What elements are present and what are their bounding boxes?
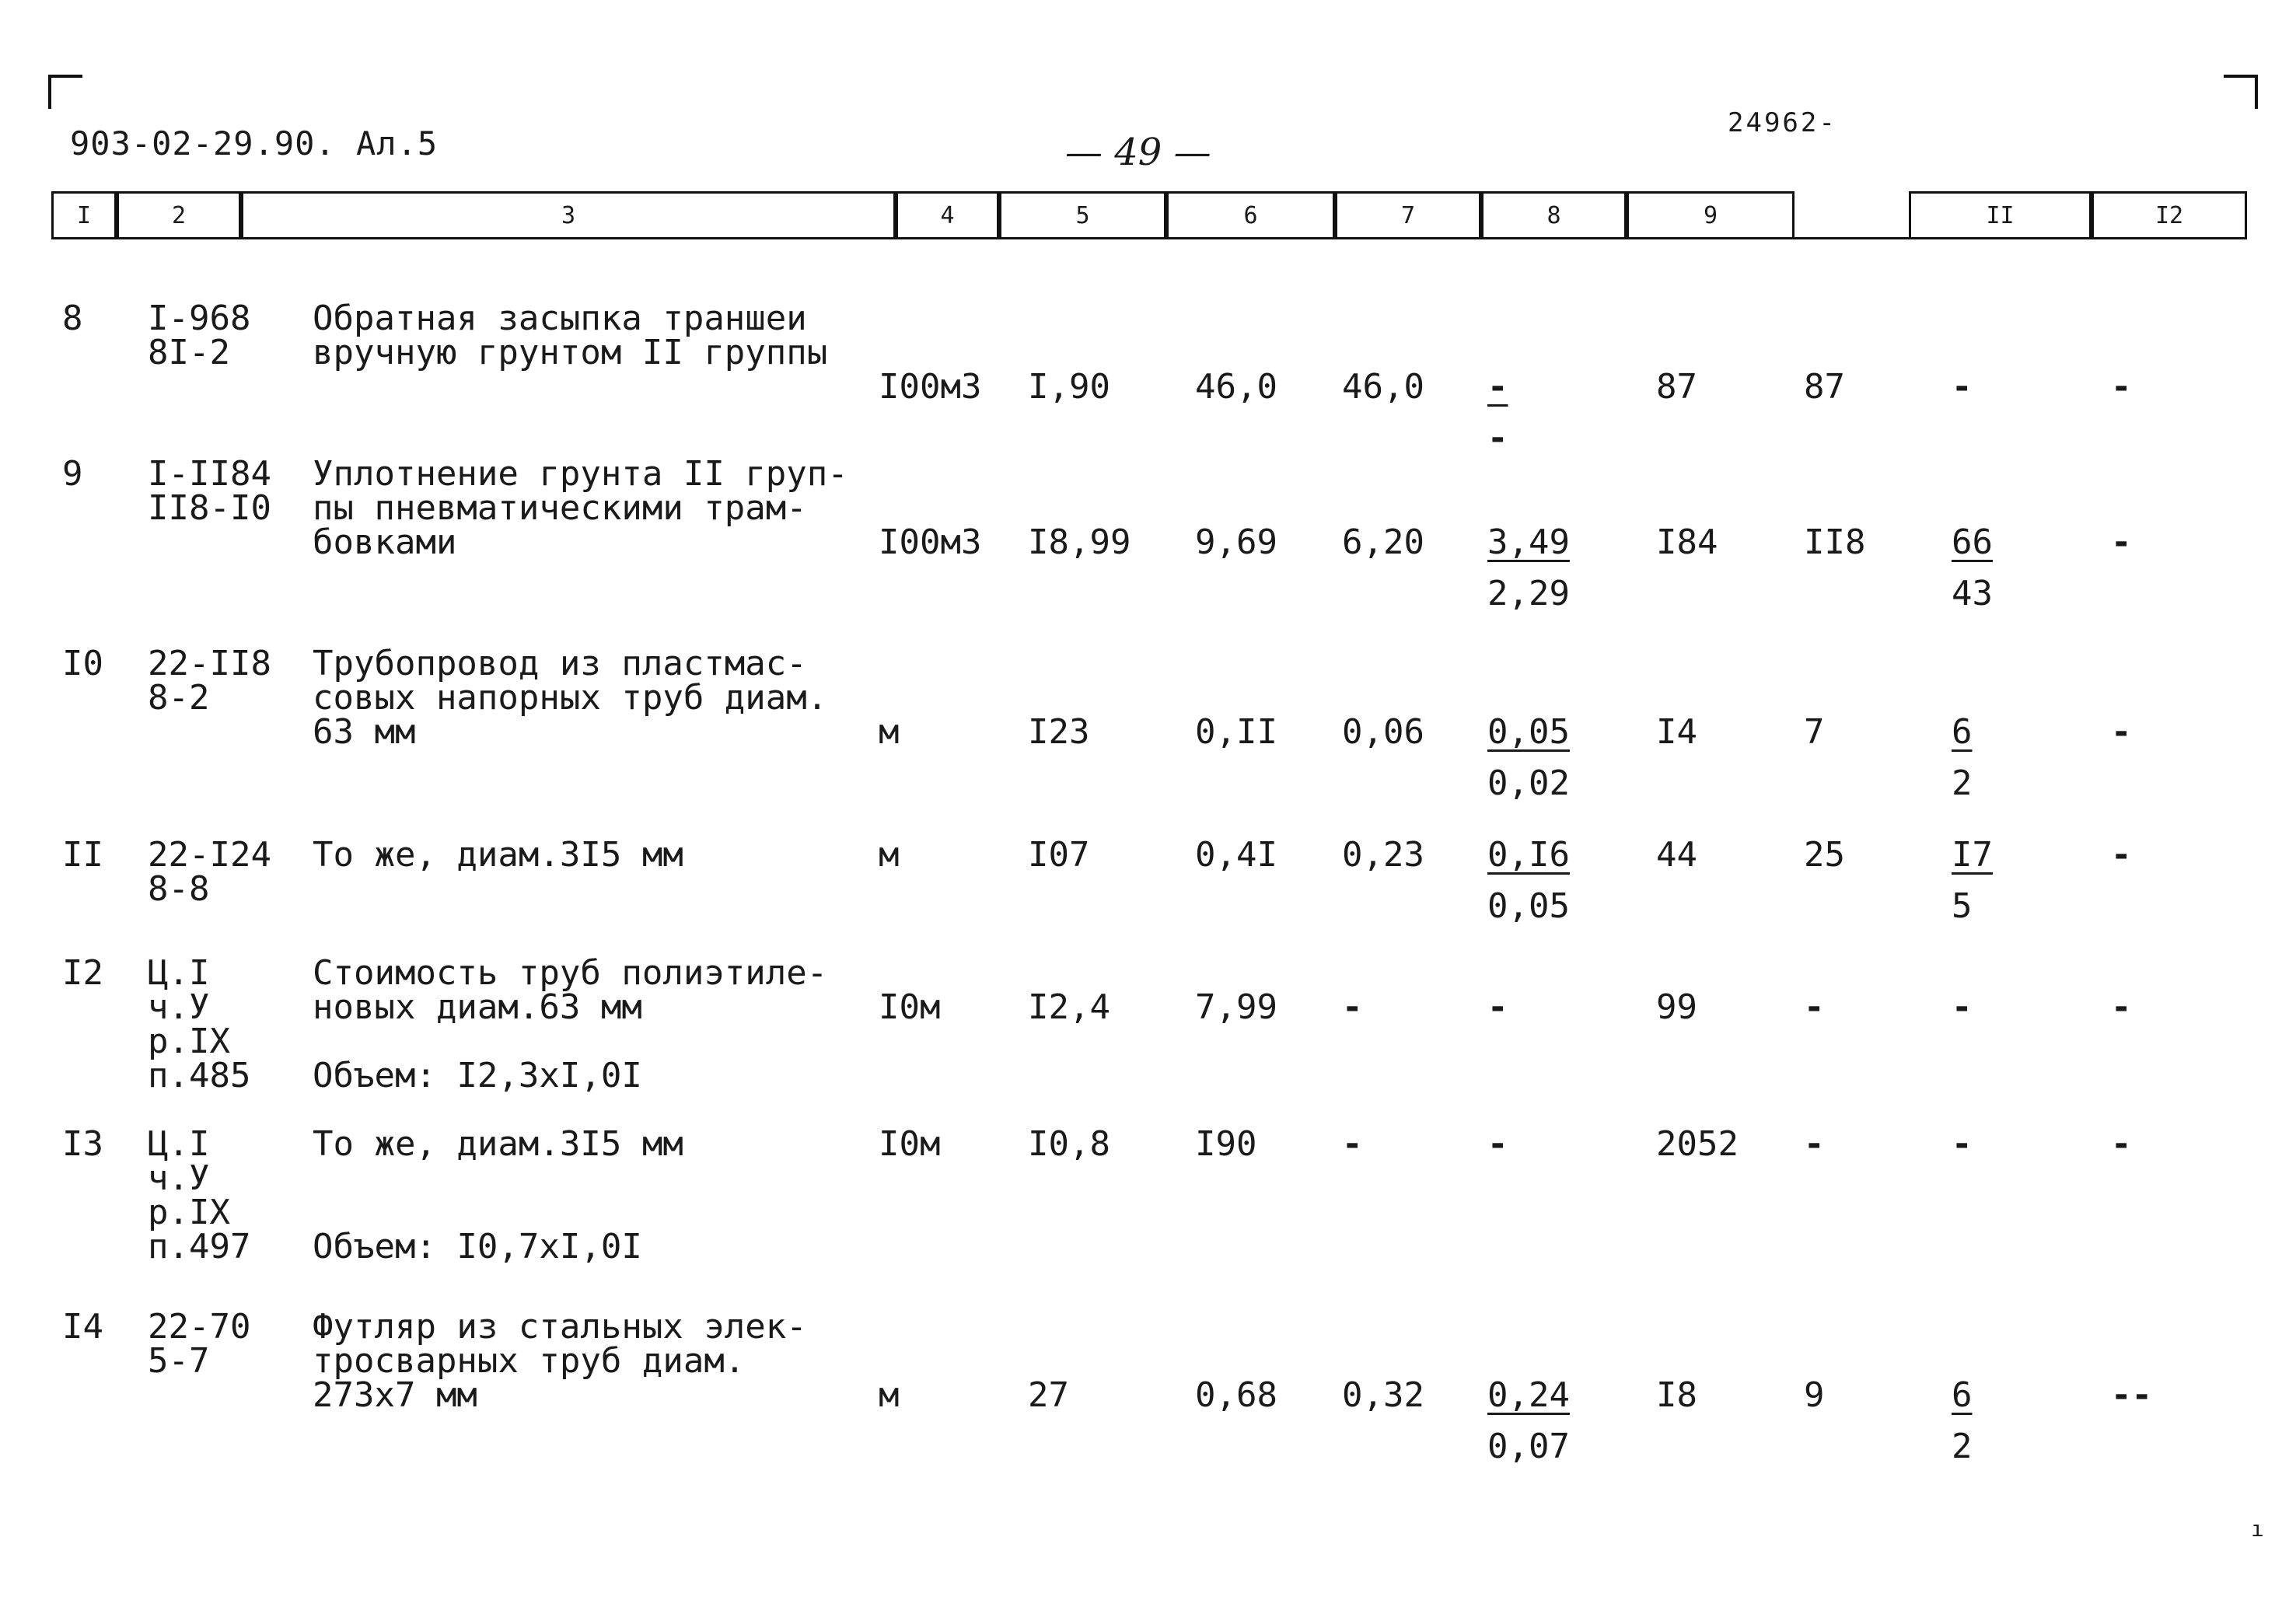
quantity: I0,8 bbox=[1028, 1124, 1110, 1164]
quantity: 27 bbox=[1028, 1375, 1069, 1415]
column-header-8: 8 bbox=[1481, 191, 1627, 239]
unit-cost-total: 0,II bbox=[1195, 712, 1277, 752]
norm-code: I-II84 bbox=[148, 454, 271, 494]
total-machine-bottom: 5 bbox=[1952, 886, 1973, 926]
row-number: 8 bbox=[62, 299, 83, 338]
column-12-value: - bbox=[2111, 712, 2132, 752]
work-description: 63 мм bbox=[313, 712, 416, 752]
column-header-3: 3 bbox=[241, 191, 896, 239]
total-cost: 44 bbox=[1656, 835, 1697, 875]
work-description: новых диам.63 мм bbox=[313, 987, 642, 1027]
norm-code: 22-70 bbox=[148, 1307, 251, 1347]
machine-cost-top: - bbox=[1487, 987, 1508, 1027]
machine-cost-bottom: 0,02 bbox=[1487, 763, 1570, 803]
column-header-7: 7 bbox=[1335, 191, 1481, 239]
edge-mark: ı bbox=[2251, 1516, 2264, 1542]
unit: I00м3 bbox=[879, 522, 982, 562]
total-machine-bottom: 2 bbox=[1952, 763, 1973, 803]
machine-cost-top: 0,05 bbox=[1487, 712, 1570, 752]
work-description: То же, диам.3I5 мм bbox=[313, 835, 683, 875]
work-description: Трубопровод из пластмас- bbox=[313, 644, 807, 683]
column-header-11: II bbox=[1909, 191, 2092, 239]
work-description: Обратная засыпка траншеи bbox=[313, 299, 807, 338]
total-machine-top: - bbox=[1952, 1124, 1973, 1164]
column-12-value: - bbox=[2111, 367, 2132, 407]
column-12-value: - bbox=[2111, 1124, 2132, 1164]
norm-code: ч.У bbox=[148, 987, 210, 1027]
work-description: Футляр из стальных элек- bbox=[313, 1307, 807, 1347]
unit-cost-total: I90 bbox=[1195, 1124, 1257, 1164]
quantity: I8,99 bbox=[1028, 522, 1131, 562]
work-description: тросварных труб диам. bbox=[313, 1341, 746, 1381]
unit: м bbox=[879, 712, 900, 752]
total-cost: I4 bbox=[1656, 712, 1697, 752]
column-header-10 bbox=[1795, 191, 1909, 239]
work-description: бовками bbox=[313, 522, 457, 562]
column-12-value: - bbox=[2111, 987, 2132, 1027]
machine-cost-top: - bbox=[1487, 1124, 1508, 1164]
volume-formula: Объем: I2,3xI,0I bbox=[313, 1056, 642, 1095]
norm-code: 22-I24 bbox=[148, 835, 271, 875]
machine-cost-bottom: - bbox=[1487, 418, 1508, 458]
unit: I0м bbox=[879, 1124, 941, 1164]
unit-cost-total: 0,68 bbox=[1195, 1375, 1277, 1415]
row-number: I4 bbox=[62, 1307, 103, 1347]
row-number: II bbox=[62, 835, 103, 875]
work-description: Стоимость труб полиэтиле- bbox=[313, 953, 828, 993]
total-cost: 2052 bbox=[1656, 1124, 1739, 1164]
norm-code: II8-I0 bbox=[148, 488, 271, 528]
unit-cost-wages: 0,23 bbox=[1342, 835, 1424, 875]
total-machine-top: - bbox=[1952, 367, 1973, 407]
column-header-5: 5 bbox=[999, 191, 1166, 239]
machine-cost-bottom: 0,07 bbox=[1487, 1427, 1570, 1466]
quantity: I2,4 bbox=[1028, 987, 1110, 1027]
row-number: I0 bbox=[62, 644, 103, 683]
total-wages: 7 bbox=[1804, 712, 1825, 752]
total-machine-top: - bbox=[1952, 987, 1973, 1027]
column-12-value: -- bbox=[2111, 1375, 2152, 1415]
norm-code: п.497 bbox=[148, 1227, 251, 1266]
norm-code: 8-8 bbox=[148, 869, 210, 909]
unit-cost-wages: 46,0 bbox=[1342, 367, 1424, 407]
unit: I0м bbox=[879, 987, 941, 1027]
work-description: совых напорных труб диам. bbox=[313, 678, 828, 718]
unit-cost-total: 7,99 bbox=[1195, 987, 1277, 1027]
work-description: вручную грунтом II группы bbox=[313, 333, 828, 372]
work-description: 273х7 мм bbox=[313, 1375, 477, 1415]
total-wages: II8 bbox=[1804, 522, 1866, 562]
total-machine-bottom: 43 bbox=[1952, 574, 1993, 613]
total-wages: 87 bbox=[1804, 367, 1845, 407]
norm-code: Ц.I bbox=[148, 1124, 210, 1164]
work-description: То же, диам.3I5 мм bbox=[313, 1124, 683, 1164]
machine-cost-top: - bbox=[1487, 367, 1508, 407]
norm-code: р.IX bbox=[148, 1193, 230, 1232]
machine-cost-top: 0,24 bbox=[1487, 1375, 1570, 1415]
total-machine-top: 6 bbox=[1952, 712, 1973, 752]
norm-code: 8-2 bbox=[148, 678, 210, 718]
unit-cost-wages: 0,32 bbox=[1342, 1375, 1424, 1415]
total-machine-bottom: 2 bbox=[1952, 1427, 1973, 1466]
total-cost: I84 bbox=[1656, 522, 1718, 562]
column-12-value: - bbox=[2111, 835, 2132, 875]
machine-cost-bottom: 0,05 bbox=[1487, 886, 1570, 926]
total-machine-top: 6 bbox=[1952, 1375, 1973, 1415]
volume-formula: Объем: I0,7xI,0I bbox=[313, 1227, 642, 1266]
unit-cost-wages: 6,20 bbox=[1342, 522, 1424, 562]
norm-code: р.IX bbox=[148, 1022, 230, 1061]
total-cost: 87 bbox=[1656, 367, 1697, 407]
norm-code: Ц.I bbox=[148, 953, 210, 993]
total-machine-top: I7 bbox=[1952, 835, 1993, 875]
unit: I00м3 bbox=[879, 367, 982, 407]
work-description: Уплотнение грунта II груп- bbox=[313, 454, 848, 494]
unit-cost-total: 0,4I bbox=[1195, 835, 1277, 875]
total-wages: - bbox=[1804, 1124, 1825, 1164]
column-header-1: I bbox=[51, 191, 117, 239]
unit-cost-total: 46,0 bbox=[1195, 367, 1277, 407]
total-cost: I8 bbox=[1656, 1375, 1697, 1415]
unit-cost-total: 9,69 bbox=[1195, 522, 1277, 562]
norm-code: ч.У bbox=[148, 1158, 210, 1198]
total-cost: 99 bbox=[1656, 987, 1697, 1027]
norm-code: 8I-2 bbox=[148, 333, 230, 372]
total-wages: 25 bbox=[1804, 835, 1845, 875]
unit: м bbox=[879, 1375, 900, 1415]
column-header-9: 9 bbox=[1627, 191, 1795, 239]
work-description: пы пневматическими трам- bbox=[313, 488, 807, 528]
column-header-12: I2 bbox=[2092, 191, 2247, 239]
norm-code: п.485 bbox=[148, 1056, 251, 1095]
machine-cost-top: 0,I6 bbox=[1487, 835, 1570, 875]
corner-mark-top-right bbox=[2224, 75, 2258, 109]
row-number: I2 bbox=[62, 953, 103, 993]
machine-cost-bottom: 2,29 bbox=[1487, 574, 1570, 613]
quantity: I23 bbox=[1028, 712, 1090, 752]
quantity: I,90 bbox=[1028, 367, 1110, 407]
column-header-2: 2 bbox=[117, 191, 241, 239]
unit: м bbox=[879, 835, 900, 875]
total-wages: - bbox=[1804, 987, 1825, 1027]
sheet-number: 24962- bbox=[1728, 107, 1837, 138]
document-code: 903-02-29.90. Ал.5 bbox=[70, 124, 439, 162]
quantity: I07 bbox=[1028, 835, 1090, 875]
row-number: 9 bbox=[62, 454, 83, 494]
unit-cost-wages: - bbox=[1342, 987, 1363, 1027]
page-number: — 49 — bbox=[1065, 131, 1211, 174]
unit-cost-wages: - bbox=[1342, 1124, 1363, 1164]
column-header-4: 4 bbox=[896, 191, 999, 239]
unit-cost-wages: 0,06 bbox=[1342, 712, 1424, 752]
norm-code: 5-7 bbox=[148, 1341, 210, 1381]
column-header-6: 6 bbox=[1166, 191, 1335, 239]
norm-code: I-968 bbox=[148, 299, 251, 338]
norm-code: 22-II8 bbox=[148, 644, 271, 683]
row-number: I3 bbox=[62, 1124, 103, 1164]
column-12-value: - bbox=[2111, 522, 2132, 562]
total-wages: 9 bbox=[1804, 1375, 1825, 1415]
total-machine-top: 66 bbox=[1952, 522, 1993, 562]
machine-cost-top: 3,49 bbox=[1487, 522, 1570, 562]
corner-mark-top-left bbox=[48, 75, 82, 109]
